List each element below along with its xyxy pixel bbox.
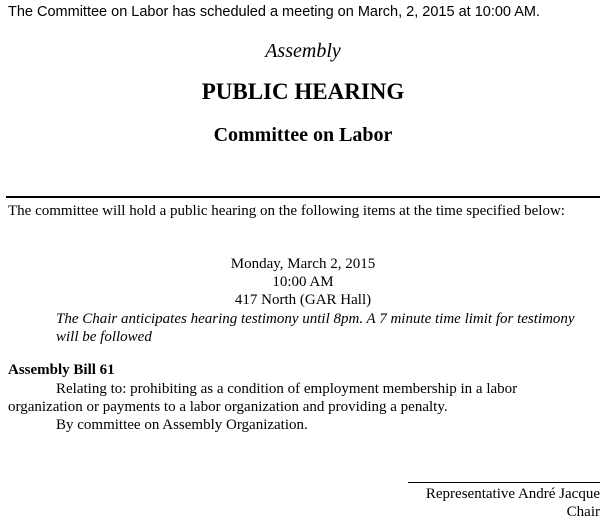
intro-text: The committee will hold a public hearing on the following items at the time specified below: [8, 203, 565, 219]
chair-note: The Chair anticipates hearing testimony until 8pm. A 7 minute time limit for testimony will be followed [56, 311, 575, 345]
hearing-location: 417 North (GAR Hall) [234, 292, 372, 308]
bill-title: Assembly Bill 61 [8, 362, 115, 378]
page-title: PUBLIC HEARING [201, 79, 405, 104]
bill-relating-text: Relating to: prohibiting as a condition of employment membership in a labor organization or payments to a labor organization and providing a penalty. [8, 381, 518, 415]
divider [6, 196, 600, 198]
signature-line [408, 482, 600, 483]
meeting-notice: The Committee on Labor has scheduled a meeting on March, 2, 2015 at 10:00 AM. [8, 4, 540, 20]
hearing-time: 10:00 AM [272, 274, 334, 290]
committee-name: Committee on Labor [213, 124, 393, 146]
bill-sponsor: By committee on Assembly Organization. [56, 417, 308, 433]
signature-name: Representative André Jacque [425, 486, 600, 502]
hearing-date: Monday, March 2, 2015 [230, 256, 376, 272]
house-label: Assembly [265, 40, 341, 62]
signature-role: Chair [566, 504, 600, 520]
